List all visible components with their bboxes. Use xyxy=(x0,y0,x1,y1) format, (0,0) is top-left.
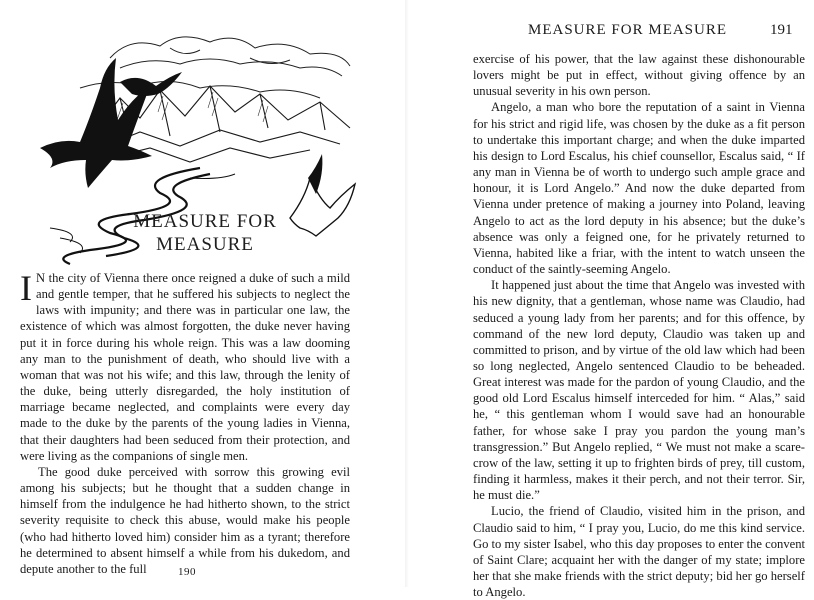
left-page-body xyxy=(20,270,350,577)
paragraph: Angelo, a man who bore the reputation of a saint in Vienna for his strict and rigid life, was chosen by the duke as a fit person to undertake this important charge; and when the duke imparted his design to Lord Escalus, his chief counsellor, Escalus said, “ If any man in Vienna be of worth to undergo such ample grace and honour, it is Lord Angelo.” And now the duke departed from Vienna under pretence of making a journey into Poland, leaving Angelo to act as the lord deputy in his absence; but the duke’s absence was only a feigned one, for he privately returned to Vienna, habited like a friar, with the intent to watch unseen the conduct of the saintly-seeming Angelo. xyxy=(473,100,805,277)
page-number-left: 190 xyxy=(178,566,196,578)
chapter-title xyxy=(110,210,300,256)
paragraph-text: N the city of Vienna there once reigned a duke of such a mild and gentle temper, that he suffered his subjects to neglect the laws with impunity; and there was in particular one law, the existence of which was almost forgotten, the duke never having put it in force during his whole reign. This was a law dooming any man to the punishment of death, who should live with a woman that was not his wife; and this law, through the lenity of the duke, being utterly disregarded, the holy institution of marriage became neglected, and complaints were every day made to the duke by the parents of the young ladies in Vienna, that their daughters had been seduced from their protection, and were living as the companions of single men. xyxy=(20,271,350,463)
paragraph-continuation: exercise of his power, that the law against these dishonourable lovers might be put in effect, without giving offence by an unusual severity in his own person. xyxy=(473,52,805,99)
running-head: MEASURE FOR MEASURE xyxy=(528,22,728,38)
chapter-title-line-1: MEASURE FOR xyxy=(133,211,277,232)
chapter-title-line-2: MEASURE xyxy=(156,234,254,255)
right-page-body xyxy=(473,51,805,600)
page-number-right: 191 xyxy=(770,22,793,38)
left-page xyxy=(0,0,407,587)
paragraph: The good duke perceived with sorrow this growing evil among his subjects; but he thought that a sudden change in himself from the indulgence he had hitherto shown, to the strict severity requisite to check this abuse, would make his people (who had hitherto loved him) consider him as a tyrant; therefore he determined to absent himself a while from his dukedom, and depute another to the full xyxy=(20,464,350,576)
paragraph: Lucio, the friend of Claudio, visited him in the prison, and Claudio said to him, “ I pray you, Lucio, do me this kind service. Go to my sister Isabel, who this day proposes to enter the convent of Saint Clare; acquaint her with the danger of my state; implore her that she make friends with the strict deputy; bid her go herself to Angelo. xyxy=(473,504,805,600)
drop-cap: I xyxy=(20,268,32,308)
paragraph: It happened just about the time that Angelo was invested with his new dignity, that a gentleman, whose name was Claudio, had seduced a young lady from her parents; and for this offence, by command of the new lord deputy, Claudio was taken up and committed to prison, and by virtue of the old law which had been so long neglected, Angelo sentenced Claudio to be beheaded. Great interest was made for the pardon of young Claudio, and the good old Lord Escalus himself interceded for him. “ Alas,” said he, “ this gentleman whom I would save had an honourable father, for whose sake I pray you pardon the young man’s transgression.” But Angelo replied, “ We must not make a scare-crow of the law, setting it up to frighten birds of prey, till custom, finding it harmless, makes it their perch, and not their terror. Sir, he must die.” xyxy=(473,278,805,503)
paragraph xyxy=(20,270,350,464)
